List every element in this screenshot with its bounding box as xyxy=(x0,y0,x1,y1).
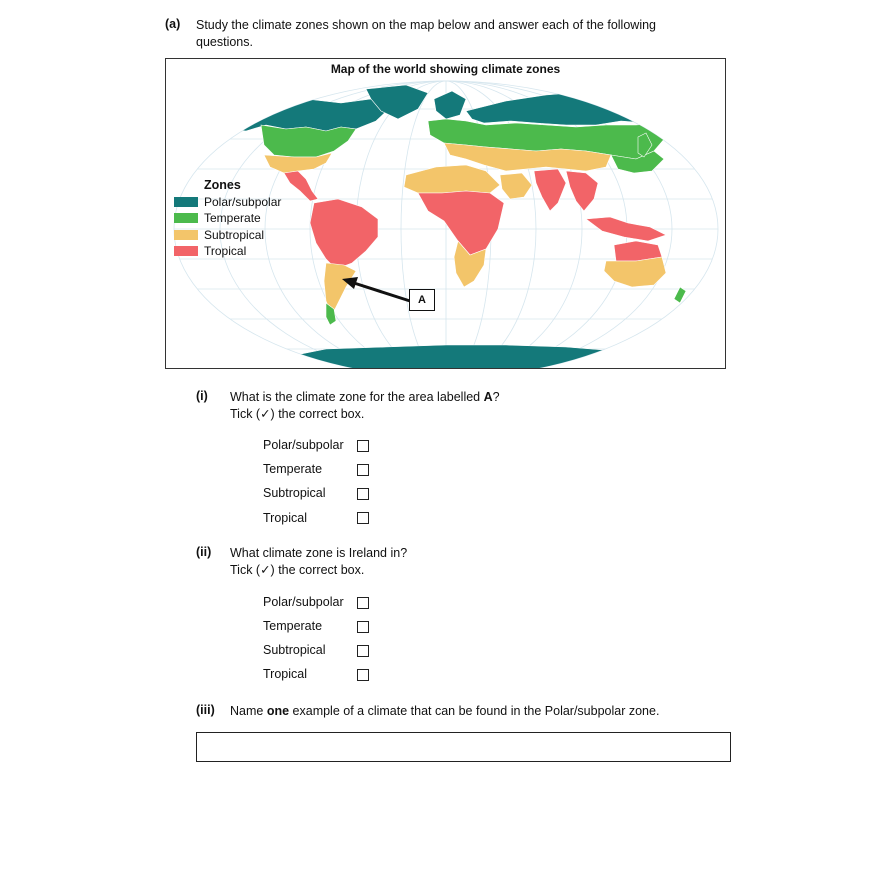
legend-swatch-tropical xyxy=(174,246,198,256)
q1-line-1-bold: A xyxy=(483,390,493,404)
q2-line-1: What climate zone is Ireland in? xyxy=(230,546,408,560)
eurasia-polar xyxy=(466,91,686,125)
map-legend xyxy=(174,177,281,260)
north-america-temperate xyxy=(261,125,356,157)
q1-checkbox-tropical[interactable] xyxy=(357,512,369,524)
q1-line-2: Tick (✓) the correct box. xyxy=(230,407,365,421)
south-asia-tropical xyxy=(534,169,566,211)
intro-line-1: Study the climate zones shown on the map below and answer each of the following xyxy=(196,18,656,32)
q2-text xyxy=(230,545,407,579)
q2-option-label: Tropical xyxy=(263,667,307,681)
q1-number: (i) xyxy=(196,389,208,403)
q1-option-label: Tropical xyxy=(263,511,307,525)
q1-line-1 xyxy=(230,389,500,406)
q2-checkbox-subtropical[interactable] xyxy=(357,645,369,657)
q1-checkbox-subtropical[interactable] xyxy=(357,488,369,500)
q1-text xyxy=(230,389,500,423)
legend-label: Tropical xyxy=(204,244,247,258)
q2-option-label: Subtropical xyxy=(263,643,326,657)
q2-checkbox-polar[interactable] xyxy=(357,597,369,609)
legend-label: Subtropical xyxy=(204,227,265,242)
q1-line-1-pre: What is the climate zone for the area labelled xyxy=(230,390,484,404)
scandinavia xyxy=(434,91,466,119)
legend-title: Zones xyxy=(204,178,241,192)
marker-a-label: A xyxy=(409,289,435,311)
south-america-tropical xyxy=(310,199,378,269)
q3-text-pre: Name xyxy=(230,704,267,718)
q3-text-bold: one xyxy=(266,704,290,718)
q2-checkbox-tropical[interactable] xyxy=(357,669,369,681)
q2-number: (ii) xyxy=(196,545,212,559)
q3-answer-box[interactable] xyxy=(196,732,731,762)
central-america-tropical xyxy=(284,171,318,201)
australia-subtropical xyxy=(604,257,666,287)
q3-text-post: example of a climate that can be found in the Polar/subpolar zone. xyxy=(289,704,660,718)
legend-label: Temperate xyxy=(204,211,261,225)
q1-checkbox-polar[interactable] xyxy=(357,440,369,452)
legend-label: Polar/subpolar xyxy=(204,194,282,209)
part-label: (a) xyxy=(165,17,181,31)
q1-option-label: Polar/subpolar xyxy=(263,438,344,452)
q1-line-1-post: ? xyxy=(492,390,500,404)
intro-line-2: questions. xyxy=(196,35,253,49)
legend-swatch-polar xyxy=(174,197,198,207)
legend-item-tropical xyxy=(174,243,281,260)
arabia-subtropical xyxy=(500,173,532,199)
legend-item-temperate xyxy=(174,210,281,227)
intro-text xyxy=(196,17,736,51)
q3-number: (iii) xyxy=(196,703,215,717)
q3-text xyxy=(230,703,659,720)
climate-map xyxy=(165,58,726,369)
legend-swatch-temperate xyxy=(174,213,198,223)
legend-swatch-subtropical xyxy=(174,230,198,240)
q2-option-label: Temperate xyxy=(263,619,323,633)
q2-option-label: Polar/subpolar xyxy=(263,595,344,609)
q2-checkbox-temperate[interactable] xyxy=(357,621,369,633)
q2-line-2: Tick (✓) the correct box. xyxy=(230,563,365,577)
map-title: Map of the world showing climate zones xyxy=(330,62,561,76)
q1-option-label: Temperate xyxy=(263,462,323,476)
north-america-polar xyxy=(221,99,391,131)
legend-item-polar xyxy=(174,194,281,211)
q1-option-label: Subtropical xyxy=(263,486,326,500)
southeast-asia-tropical xyxy=(566,171,598,211)
q1-checkbox-temperate[interactable] xyxy=(357,464,369,476)
legend-item-subtropical xyxy=(174,227,281,244)
